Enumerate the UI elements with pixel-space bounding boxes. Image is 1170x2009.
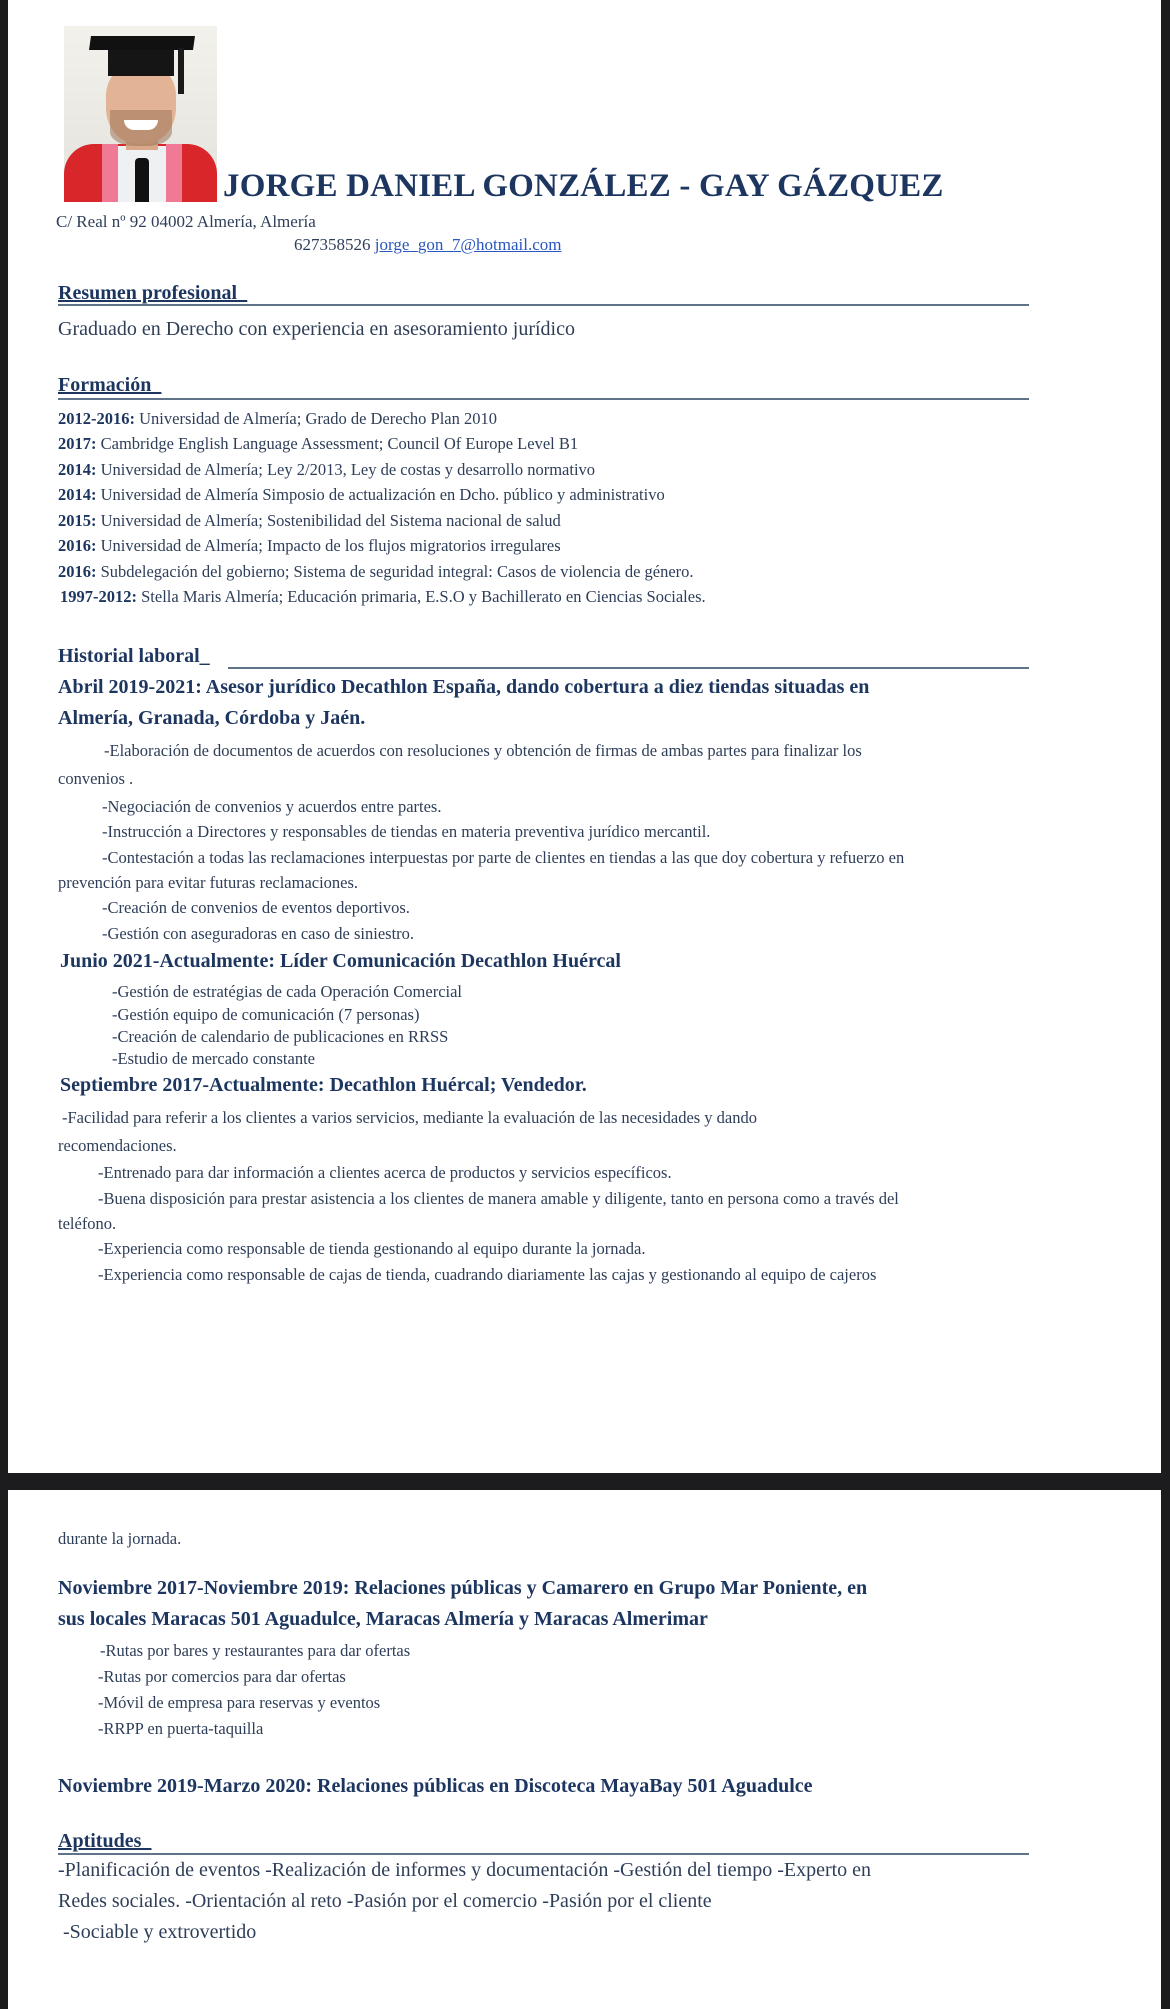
job-bullet: -Gestión de estratégias de cada Operación Comercial <box>112 982 463 1001</box>
job-bullet: -Contestación a todas las reclamaciones interpuestas por parte de clientes en tiendas a las que doy cobertura y refuerzo en <box>102 848 905 867</box>
job-bullet-cont: convenios . <box>58 769 134 788</box>
education-item: 2016: Subdelegación del gobierno; Sistema de seguridad integral: Casos de violencia de género. <box>58 562 694 581</box>
job-bullet: -Facilidad para referir a los clientes a varios servicios, mediante la evaluación de las necesidades y dando <box>62 1108 758 1127</box>
job-title: Noviembre 2019-Marzo 2020: Relaciones públicas en Discoteca MayaBay 501 Aguadulce <box>58 1775 813 1797</box>
job-bullet: -Buena disposición para prestar asistencia a los clientes de manera amable y diligente, tanto en persona como a través del <box>98 1189 899 1208</box>
job-bullet-cont: recomendaciones. <box>58 1136 177 1155</box>
profile-photo <box>64 26 217 202</box>
section-title-aptitudes: Aptitudes_ <box>58 1830 152 1852</box>
contact-line <box>294 235 561 255</box>
education-item: 2015: Universidad de Almería; Sostenibilidad del Sistema nacional de salud <box>58 511 561 530</box>
email-link[interactable]: jorge_gon_7@hotmail.com <box>374 235 562 254</box>
job-bullet: -Gestión con aseguradoras en caso de siniestro. <box>102 924 415 943</box>
job-title-cont: Almería, Granada, Córdoba y Jaén. <box>58 707 366 729</box>
job-bullet: -Móvil de empresa para reservas y eventos <box>98 1693 381 1712</box>
job-title: Abril 2019-2021: Asesor jurídico Decathlon España, dando cobertura a diez tiendas situadas en <box>58 676 870 698</box>
phone: 627358526 <box>294 235 371 254</box>
section-rule <box>58 304 1029 306</box>
job-bullet: -Entrenado para dar información a clientes acerca de productos y servicios específicos. <box>98 1163 672 1182</box>
education-item: 2016: Universidad de Almería; Impacto de los flujos migratorios irregulares <box>58 536 561 555</box>
skills-line: Redes sociales. -Orientación al reto -Pasión por el comercio -Pasión por el cliente <box>58 1890 712 1912</box>
job-bullet: -Estudio de mercado constante <box>112 1049 315 1068</box>
education-item: 2017: Cambridge English Language Assessment; Council Of Europe Level B1 <box>58 434 579 453</box>
job-bullet: -Rutas por bares y restaurantes para dar ofertas <box>100 1641 411 1660</box>
job-bullet: -RRPP en puerta-taquilla <box>98 1719 264 1738</box>
job-bullet: -Rutas por comercios para dar ofertas <box>98 1667 346 1686</box>
section-rule <box>228 667 1029 669</box>
skills-line: -Sociable y extrovertido <box>58 1921 257 1943</box>
job-bullet-cont: durante la jornada. <box>58 1529 182 1548</box>
summary-text: Graduado en Derecho con experiencia en asesoramiento jurídico <box>58 318 575 340</box>
job-bullet: -Gestión equipo de comunicación (7 personas) <box>112 1005 420 1024</box>
job-title: Junio 2021-Actualmente: Líder Comunicación Decathlon Huércal <box>60 950 621 972</box>
job-bullet: -Elaboración de documentos de acuerdos con resoluciones y obtención de firmas de ambas partes para finalizar los <box>104 741 862 760</box>
education-item: 2012-2016: Universidad de Almería; Grado de Derecho Plan 2010 <box>58 409 497 428</box>
job-bullet: -Experiencia como responsable de tienda gestionando al equipo durante la jornada. <box>98 1239 646 1258</box>
job-title-cont: sus locales Maracas 501 Aguadulce, Maracas Almería y Maracas Almerimar <box>58 1608 708 1630</box>
cv-page-2 <box>8 1490 1161 2009</box>
job-bullet: -Experiencia como responsable de cajas de tienda, cuadrando diariamente las cajas y gestionando al equipo de cajeros <box>98 1265 877 1284</box>
skills-line: -Planificación de eventos -Realización de informes y documentación -Gestión del tiempo -Experto en <box>58 1859 872 1881</box>
job-bullet: -Negociación de convenios y acuerdos entre partes. <box>102 797 442 816</box>
education-item: 2014: Universidad de Almería Simposio de actualización en Dcho. público y administrativo <box>58 485 665 504</box>
job-title: Septiembre 2017-Actualmente: Decathlon Huércal; Vendedor. <box>60 1074 587 1096</box>
job-bullet: -Creación de convenios de eventos deportivos. <box>102 898 410 917</box>
section-rule <box>58 398 1029 400</box>
job-bullet: -Instrucción a Directores y responsables de tiendas en materia preventiva jurídico mercantil. <box>102 822 711 841</box>
job-bullet-cont: prevención para evitar futuras reclamaciones. <box>58 873 359 892</box>
section-title-historial: Historial laboral_ <box>58 645 210 667</box>
section-title-resumen: Resumen profesional_ <box>58 282 248 304</box>
job-title: Noviembre 2017-Noviembre 2019: Relaciones públicas y Camarero en Grupo Mar Poniente, en <box>58 1577 868 1599</box>
job-bullet: -Creación de calendario de publicaciones en RRSS <box>112 1027 449 1046</box>
section-title-formacion: Formación_ <box>58 374 162 396</box>
address: C/ Real nº 92 04002 Almería, Almería <box>56 212 316 231</box>
candidate-name: JORGE DANIEL GONZÁLEZ - GAY GÁZQUEZ <box>223 168 944 204</box>
cv-page-1 <box>8 0 1161 1473</box>
education-item: 2014: Universidad de Almería; Ley 2/2013, Ley de costas y desarrollo normativo <box>58 460 596 479</box>
job-bullet-cont: teléfono. <box>58 1214 117 1233</box>
education-item: 1997-2012: Stella Maris Almería; Educación primaria, E.S.O y Bachillerato en Ciencias Sociales. <box>60 587 706 606</box>
